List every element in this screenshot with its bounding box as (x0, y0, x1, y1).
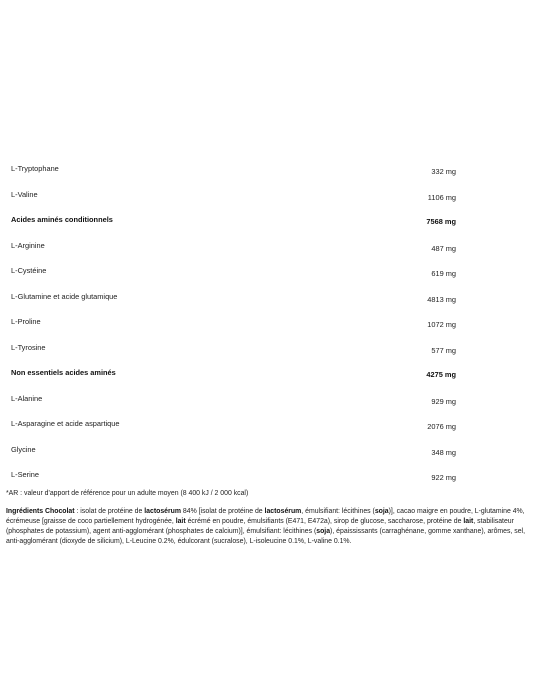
table-row (0, 286, 540, 312)
ingredients-label: Ingrédients Chocolat (6, 508, 75, 515)
row-label: L-Glutamine et acide glutamique (11, 291, 118, 301)
ingredients-text: , stabilisateur (phosphates de potassium), agent anti-agglomérant (phosphates de calcium)], émulsifiant: lécithines ( (6, 518, 514, 535)
table-row (0, 311, 540, 337)
section-label: Non essentiels acides aminés (11, 368, 116, 377)
row-value: 487 mg (431, 243, 456, 253)
row-label: L-Valine (11, 189, 38, 199)
row-value: 929 mg (431, 396, 456, 406)
table-row (0, 464, 540, 490)
ingredients-text: écrémé en poudre, émulsifiants (E471, E472a), sirop de glucose, saccharose, protéine de (185, 518, 464, 525)
row-label: L-Tyrosine (11, 342, 46, 352)
row-value: 348 mg (431, 447, 456, 457)
ingredients-text: : isolat de protéine de (74, 508, 145, 515)
table-row (0, 439, 540, 465)
ingredients-text: 84% [isolat de protéine de (181, 508, 265, 515)
allergen-highlight: lait (175, 518, 186, 525)
section-label: Acides aminés conditionnels (11, 215, 113, 224)
allergen-highlight: lactosérum (144, 508, 182, 515)
row-value: 1106 mg (427, 192, 456, 202)
allergen-highlight: soja (316, 528, 331, 535)
ingredients-text: )], cacao maigre en poudre, L-glutamine 4%, écrémeuse [graisse de coco partiellement hydrogénée, (6, 508, 525, 525)
table-row (0, 337, 540, 363)
row-label: L-Tryptophane (11, 164, 59, 173)
row-label: Glycine (11, 444, 36, 454)
table-row (0, 260, 540, 286)
row-value: 619 mg (431, 269, 456, 278)
reference-intake-footnote: *AR : valeur d'apport de référence pour un adulte moyen (8 400 kJ / 2 000 kcal) (6, 490, 249, 497)
table-row (0, 413, 540, 439)
row-label: L-Cystéine (11, 266, 47, 275)
row-label: L-Arginine (11, 240, 45, 250)
row-label: L-Asparagine et acide aspartique (11, 419, 120, 428)
ingredients-text: , émulsifiant: lécithines ( (301, 508, 375, 515)
ingredients-text: ), épaississants (carraghénane, gomme xanthane), arômes, sel, anti-agglomérant (dioxyde de silicium), L-Leucine 0.2%, édulcorant (sucralose), L-isoleucine 0.1%, L-valine 0.1%. (6, 528, 525, 545)
row-label: L-Serine (11, 470, 39, 479)
row-value: 332 mg (431, 167, 456, 176)
allergen-highlight: lait (463, 518, 474, 525)
ingredients-paragraph (6, 507, 534, 547)
row-value: 2076 mg (427, 422, 456, 431)
table-row (0, 235, 540, 261)
table-row (0, 184, 540, 210)
row-value: 922 mg (431, 473, 456, 482)
table-section-row (0, 362, 540, 388)
table-row (0, 388, 540, 414)
amino-acid-table (0, 158, 540, 490)
allergen-highlight: soja (374, 508, 389, 515)
row-label: L-Alanine (11, 393, 43, 403)
table-row (0, 158, 540, 184)
table-section-row (0, 209, 540, 235)
section-total: 7568 mg (426, 217, 456, 226)
allergen-highlight: lactosérum (264, 508, 302, 515)
row-value: 1072 mg (427, 320, 456, 329)
row-value: 577 mg (431, 345, 456, 355)
row-value: 4813 mg (427, 294, 456, 304)
section-total: 4275 mg (426, 370, 456, 379)
row-label: L-Proline (11, 317, 41, 326)
